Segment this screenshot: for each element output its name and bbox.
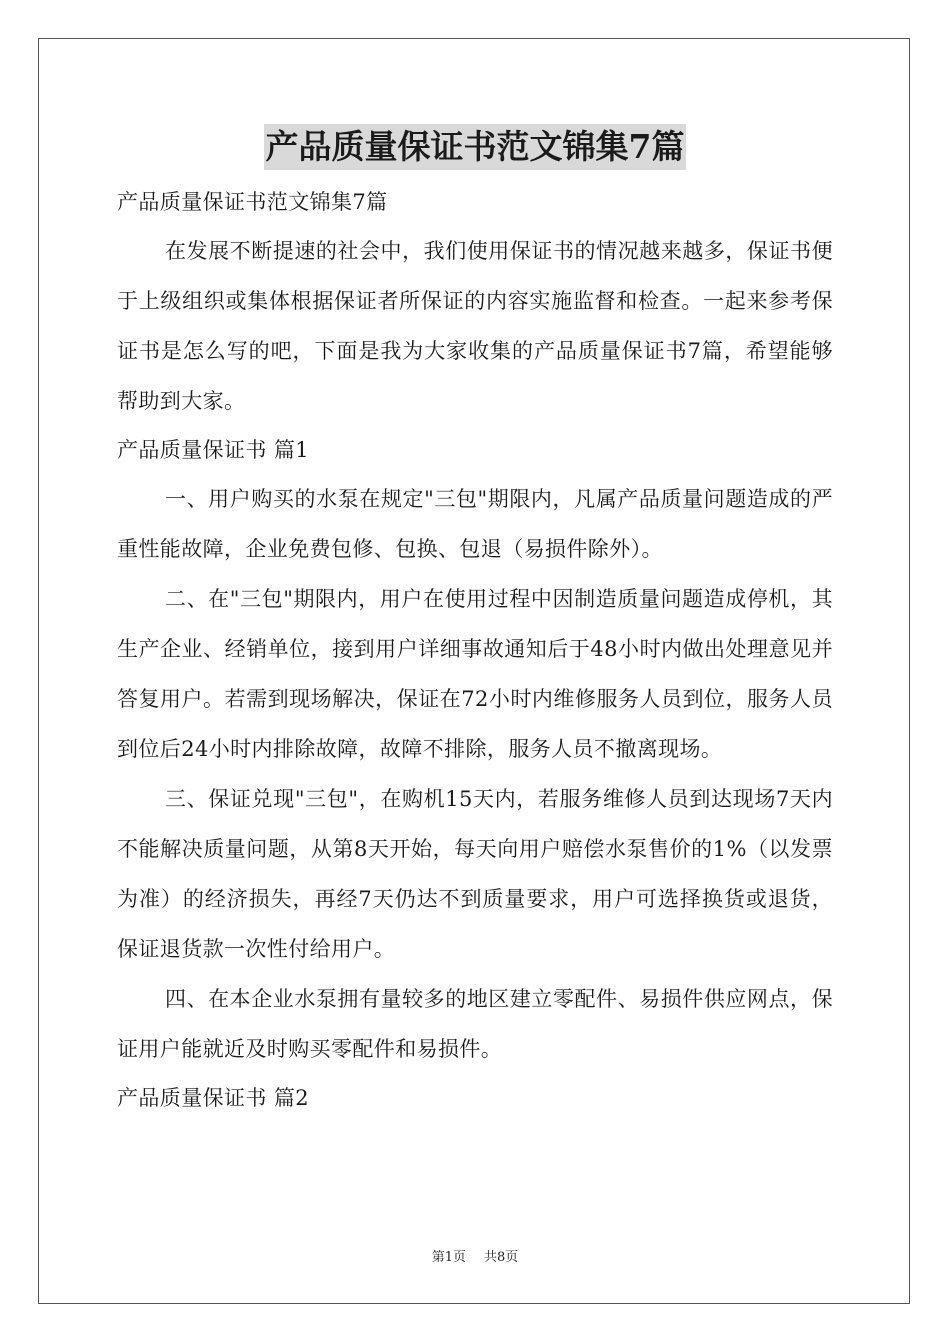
section-1-paragraph: 四、在本企业水泵拥有量较多的地区建立零配件、易损件供应网点，保证用户能就近及时购买零配件和易损件。 bbox=[117, 987, 833, 1061]
page-total: 共8页 bbox=[484, 1250, 519, 1265]
page-number: 第1页 bbox=[431, 1250, 466, 1265]
document-body bbox=[117, 180, 833, 1122]
section-1-paragraph: 三、保证兑现"三包"，在购机15天内，若服务维修人员到达现场7天内不能解决质量问题，从第8天开始，每天向用户赔偿水泵售价的1%（以发票为准）的经济损失，再经7天仍达不到质量要求，用户可选择换货或退货，保证退货款一次性付给用户。 bbox=[117, 787, 833, 961]
title-container bbox=[0, 124, 950, 170]
section-1-paragraph: 一、用户购买的水泵在规定"三包"期限内，凡属产品质量问题造成的严重性能故障，企业免费包修、包换、包退（易损件除外）。 bbox=[117, 487, 833, 561]
section-2-heading: 产品质量保证书 篇2 bbox=[117, 1086, 310, 1110]
document-subtitle: 产品质量保证书范文锦集7篇 bbox=[117, 190, 388, 214]
intro-paragraph: 在发展不断提速的社会中，我们使用保证书的情况越来越多，保证书便于上级组织或集体根据保证者所保证的内容实施监督和检查。一起来参考保证书是怎么写的吧，下面是我为大家收集的产品质量保证书7篇，希望能够帮助到大家。 bbox=[117, 239, 833, 413]
section-1-paragraph: 二、在"三包"期限内，用户在使用过程中因制造质量问题造成停机，其生产企业、经销单位，接到用户详细事故通知后于48小时内做出处理意见并答复用户。若需到现场解决，保证在72小时内维修服务人员到位，服务人员到位后24小时内排除故障，故障不排除，服务人员不撤离现场。 bbox=[117, 587, 833, 761]
page-footer bbox=[0, 1246, 950, 1265]
section-1-heading: 产品质量保证书 篇1 bbox=[117, 438, 310, 462]
document-title: 产品质量保证书范文锦集7篇 bbox=[264, 124, 687, 170]
